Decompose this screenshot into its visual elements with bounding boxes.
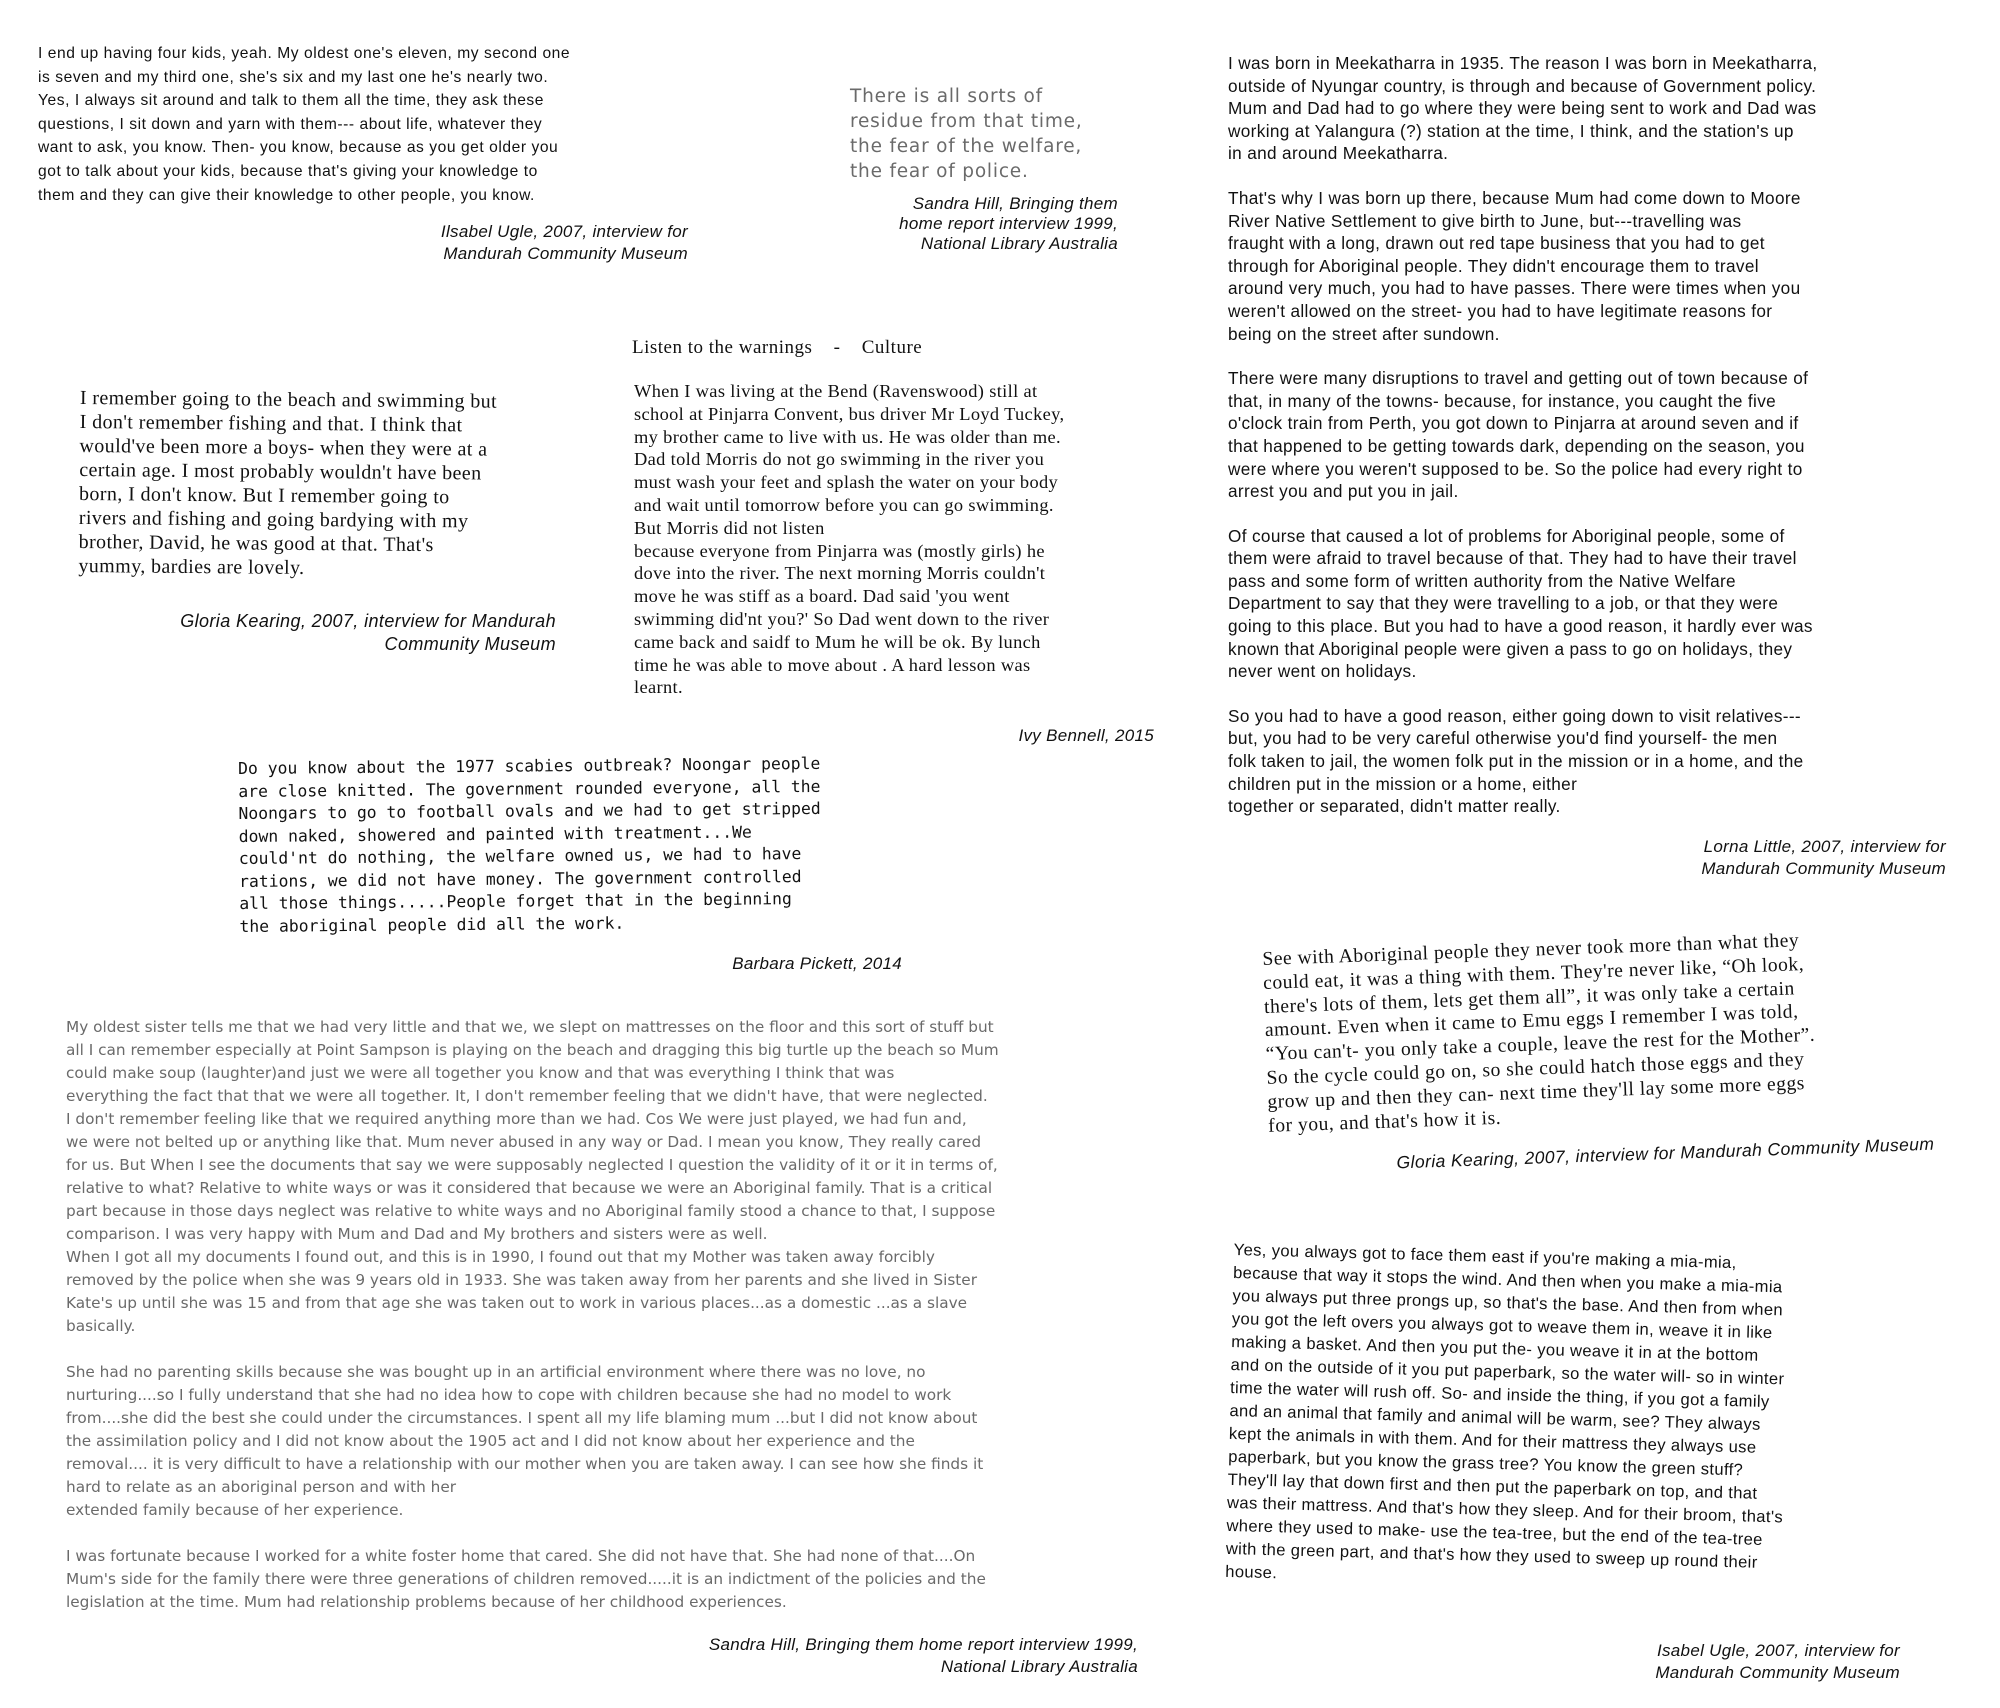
quote-hill-sister-para-3: I was fortunate because I worked for a white foster home that cared. She did not have that. She had none of that....On Mum's side for the family there were three generations of children removed.....it is an indictment of the policies and the legislation at the time. Mum had relationship problems because of her childhood experiences. — [66, 1547, 986, 1611]
quote-hill-sister-para-2: She had no parenting skills because she was bought up in an artificial environment where there was no love, no nurturing....so I fully understand that she had no idea how to cope with children because she had no model to work from....she did the best she could under the circumstances. I spent all my life blaming mum ...but I did not know about the assimilation policy and I did not know about the 1905 act and I did not know about her experience and the removal.... it is very difficult to have a relationship with our mother when you are taken away. I can see how she finds it hard to relate as an aboriginal person and with her extended family because of her experience. — [66, 1363, 984, 1519]
quote-hill-sister-attribution: Sandra Hill, Bringing them home report interview 1999, National Library Australia — [708, 1635, 1138, 1676]
culture-heading-left: Listen to the warnings — [632, 337, 813, 358]
quote-pickett-scabies-attribution: Barbara Pickett, 2014 — [732, 954, 902, 973]
quote-ugle-miamia — [1225, 1238, 1974, 1602]
quote-ugle-kids-text: I end up having four kids, yeah. My oldest one's eleven, my second one is seven and my third one, she's six and my last one he's nearly two. Yes, I always sit around and talk to them all the time, they ask these questions, I sit down and yarn with them--- about life, whatever they want to ask, you know. Then- you know, because as you get older you got to talk about your kids, because that's giving your knowledge to them and they can give their knowledge to other people, you know. — [38, 45, 571, 204]
quote-little-born-para-1: I was born in Meekatharra in 1935. The reason I was born in Meekatharra, outside of Nyungar country, is through and because of Government policy. Mum and Dad had to go where they were being sent to work and Dad was working at Yalangura (?) station at the time, I think, and the station's up in and around Meekatharra. — [1228, 53, 1818, 164]
quote-hill-residue — [850, 84, 1130, 254]
quote-kearing-beach-text: I remember going to the beach and swimming but I don't remember fishing and that. I think that would've been more a boys- when they were at a certain age. I most probably wouldn't have been born, I don't know. But I remember going to rivers and fishing and going bardying with my brother, David, he was good at that. That's yummy, bardies are lovely. — [78, 386, 498, 579]
quote-little-born-attribution: Lorna Little, 2007, interview for Mandurah Community Museum — [1701, 836, 1946, 878]
culture-heading-right: Culture — [861, 337, 923, 358]
quote-little-born — [1228, 52, 1978, 880]
quote-ugle-miamia-text: Yes, you always got to face them east if you're making a mia-mia, because that way it stops the wind. And then when you make a mia-mia you always put three prongs up, so that's the base. And then from when you got the left overs you always got to weave them in, weave it in like making a basket. And then you put the- you weave it in at the bottom and on the outside of it you put paperbark, so the water will- so in winter time the water will rush off. So- and inside the thing, if you got a family and an animal that family and animal will be warm, see? They always kept the animals in with them. And for their mattress they always use paperbark, but you know the grass tree? You know the green stuff? They'll lay that down first and then put the paperbark on top, and that was their mattress. And that's how they sleep. And for their broom, that's where they used to make- use the tea-tree, but the end of the tea-tree with the green part, and that's how they used to sweep up round their house. — [1225, 1239, 1785, 1583]
quote-little-born-para-3: There were many disruptions to travel and getting out of town because of that, in many of the towns- because, for instance, you caught the five o'clock train from Perth, you got down to Pinjarra at around seven and if that happened to be getting towards dark, depending on the season, you were where you weren't supposed to be. So the police had every right to arrest you and put you in jail. — [1228, 368, 1809, 502]
quote-kearing-emu-text: See with Aboriginal people they never took more than what they could eat, it was a thing with them. They're never like, “Oh look, there's lots of them, lets get them all”, it was only take a certain amount. Even when it came to Emu eggs I remember I was told, “You can't- you only take a couple, leave the rest for the Mother”. So the cycle could go on, so she could hatch those eggs and they grow up and then they can- next time they'll lay some more eggs for you, and that's how it is. — [1262, 930, 1816, 1137]
culture-heading — [632, 337, 1132, 359]
quote-ugle-kids-attribution: Ilsabel Ugle, 2007, interview for Mandurah Community Museum — [440, 222, 688, 264]
quote-hill-residue-text: There is all sorts of residue from that time, the fear of the welfare, the fear of police. — [850, 86, 1083, 182]
quote-kearing-beach — [78, 386, 580, 582]
quote-bennell-culture — [634, 380, 1154, 699]
quote-hill-sister — [66, 1016, 1176, 1614]
quote-kearing-beach-attribution: Gloria Kearing, 2007, interview for Mandurah Community Museum — [180, 611, 556, 654]
quote-kearing-emu-attribution: Gloria Kearing, 2007, interview for Mandurah Community Museum — [1396, 1134, 1935, 1173]
quote-little-born-para-5: So you had to have a good reason, either going down to visit relatives--- but, you had to be very careful otherwise you'd find yourself- the men folk taken to jail, the women folk put in the mission or in a home, and the children put in the mission or a home, either together or separated, didn't matter really. — [1228, 705, 1804, 817]
culture-heading-dash: - — [833, 337, 841, 358]
quote-ugle-kids — [38, 42, 718, 265]
quote-little-born-para-4: Of course that caused a lot of problems for Aboriginal people, some of them were afraid to travel because of that. They had to have their travel pass and some form of written authority from the Native Welfare Department to say that they were travelling to a job, or that they were going to this place. But you had to have a good reason, it hardly ever was known that Aboriginal people were given a pass to go on holidays, they never went on holidays. — [1228, 525, 1813, 682]
quote-ugle-miamia-attribution: Isabel Ugle, 2007, interview for Mandurah Community Museum — [1655, 1641, 1900, 1682]
quote-kearing-emu — [1262, 924, 1970, 1179]
quote-hill-sister-para-1: My oldest sister tells me that we had very little and that we, we slept on mattresses on the floor and this sort of stuff but all I can remember especially at Point Sampson is playing on the beach and dragging this big turtle up the beach so Mum could make soup (laughter)and just we were all together you know and that was everything I think that was everything the fact that that we were all together. It, I don't remember feeling that we didn't have, that were neglected. I don't remember feeling like that we required anything more than we had. Cos We were just played, we had fun and, we were not belted up or anything like that. Mum never abused in any way or Dad. I mean you know, They really cared for us. But When I see the documents that say we were supposably neglected I question the validity of it or it in terms of, relative to what? Relative to white ways or was it considered that because we were an Aboriginal family. That is a critical part because in those days neglect was relative to white ways and no Aboriginal family stood a chance to that, I suppose comparison. I was very happy with Mum and Dad and My brothers and sisters were as well. When I got all my documents I found out, and this is in 1990, I found out that my Mother was taken away forcibly removed by the police when she was 9 years old in 1933. She was taken away from her parents and she lived in Sister Kate's up until she was 15 and from that age she was taken out to work in various places...as a domestic ...as a slave basically. — [66, 1018, 999, 1335]
quote-pickett-scabies — [238, 752, 920, 938]
quote-hill-residue-attribution: Sandra Hill, Bringing them home report interview 1999, National Library Australia — [899, 194, 1118, 253]
quote-bennell-culture-attribution: Ivy Bennell, 2015 — [1018, 726, 1154, 745]
quote-little-born-para-2: That's why I was born up there, because Mum had come down to Moore River Native Settlement to give birth to June, but---travelling was fraught with a long, drawn out red tape business that you had to get through for Aboriginal people. They didn't encourage them to travel around very much, you had to have passes. There were times when you weren't allowed on the street- you had to have legitimate reasons for being on the street after sundown. — [1228, 187, 1801, 344]
quote-pickett-scabies-text: Do you know about the 1977 scabies outbreak? Noongar people are close knitted. The government rounded everyone, all the Noongars to go to football ovals and we had to get stripped down naked, showered and painted with treatment...We could'nt do nothing, the welfare owned us, we had to have rations, we did not have money. The government controlled all those things.....People forget that in the beginning the aboriginal people did all the work. — [238, 753, 821, 936]
quote-bennell-culture-text: When I was living at the Bend (Ravenswood) still at school at Pinjarra Convent, bus driver Mr Loyd Tuckey, my brother came to live with us. He was older than me. Dad told Morris do not go swimming in the river you must wash your feet and splash the water on your body and wait until tomorrow before you can go swimming. But Morris did not listen because everyone from Pinjarra was (mostly girls) he dove into the river. The next morning Morris couldn't move he was stiff as a board. Dad said 'you went swimming did'nt you?' So Dad went down to the river came back and saidf to Mum he will be ok. By lunch time he was able to move about . A hard lesson was learnt. — [634, 381, 1065, 698]
